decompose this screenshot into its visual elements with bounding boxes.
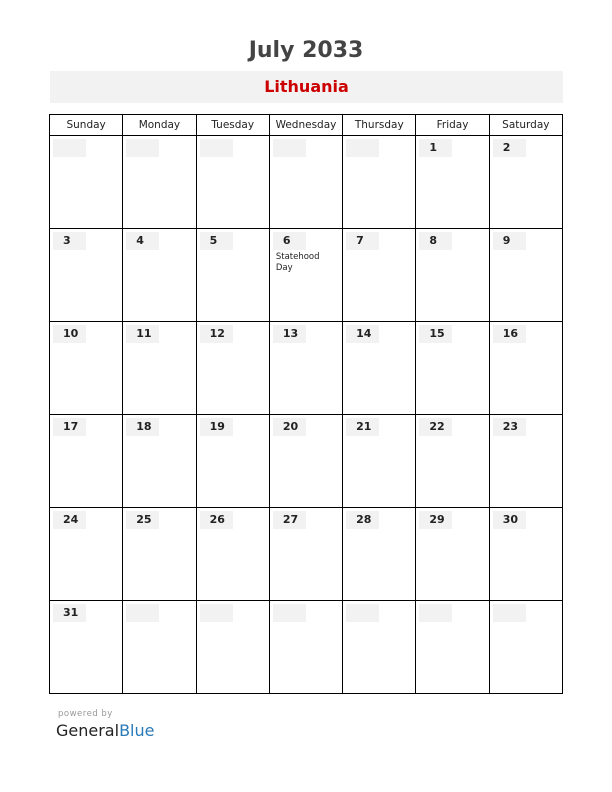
day-number: 24 xyxy=(53,511,86,529)
day-cell xyxy=(343,415,416,508)
brand-logo xyxy=(56,721,154,740)
day-cell xyxy=(123,601,196,694)
day-cell xyxy=(343,508,416,601)
day-number: 20 xyxy=(273,418,306,436)
day-number: 13 xyxy=(273,325,306,343)
day-number xyxy=(200,139,233,157)
day-number xyxy=(273,604,306,622)
weekday-header: Monday xyxy=(123,115,196,136)
day-number: 9 xyxy=(493,232,526,250)
day-number: 2 xyxy=(493,139,526,157)
day-number: 1 xyxy=(419,139,452,157)
day-cell xyxy=(123,229,196,322)
day-number: 26 xyxy=(200,511,233,529)
day-number xyxy=(126,604,159,622)
country-banner xyxy=(50,71,563,103)
day-cell xyxy=(343,229,416,322)
day-number: 23 xyxy=(493,418,526,436)
day-cell xyxy=(489,601,562,694)
day-cell xyxy=(489,508,562,601)
day-number: 22 xyxy=(419,418,452,436)
day-cell xyxy=(269,229,342,322)
weekday-header: Wednesday xyxy=(269,115,342,136)
day-number: 8 xyxy=(419,232,452,250)
day-cell xyxy=(269,136,342,229)
day-number: 28 xyxy=(346,511,379,529)
day-number: 15 xyxy=(419,325,452,343)
day-cell xyxy=(196,415,269,508)
day-cell xyxy=(416,229,489,322)
day-number: 27 xyxy=(273,511,306,529)
calendar-grid xyxy=(49,114,563,694)
day-number: 14 xyxy=(346,325,379,343)
week-row xyxy=(50,229,563,322)
day-number: 30 xyxy=(493,511,526,529)
day-cell xyxy=(123,415,196,508)
weekday-header: Thursday xyxy=(343,115,416,136)
day-number: 12 xyxy=(200,325,233,343)
day-cell xyxy=(489,229,562,322)
day-number xyxy=(126,139,159,157)
day-number: 10 xyxy=(53,325,86,343)
day-number: 31 xyxy=(53,604,86,622)
day-number: 7 xyxy=(346,232,379,250)
day-cell xyxy=(343,322,416,415)
day-number: 4 xyxy=(126,232,159,250)
day-number xyxy=(419,604,452,622)
day-cell xyxy=(343,136,416,229)
weekday-header: Friday xyxy=(416,115,489,136)
country-name: Lithuania xyxy=(264,77,349,96)
weekday-header: Saturday xyxy=(489,115,562,136)
week-row xyxy=(50,415,563,508)
day-cell xyxy=(123,322,196,415)
week-row xyxy=(50,322,563,415)
day-cell xyxy=(416,415,489,508)
day-cell xyxy=(416,136,489,229)
day-cell xyxy=(196,229,269,322)
day-number: 18 xyxy=(126,418,159,436)
day-cell xyxy=(196,508,269,601)
week-row xyxy=(50,508,563,601)
day-number xyxy=(53,139,86,157)
day-cell xyxy=(416,508,489,601)
day-cell xyxy=(50,508,123,601)
day-cell xyxy=(50,136,123,229)
day-number xyxy=(200,604,233,622)
day-number: 29 xyxy=(419,511,452,529)
day-cell xyxy=(123,508,196,601)
day-number: 3 xyxy=(53,232,86,250)
day-cell xyxy=(416,322,489,415)
footer-branding xyxy=(56,709,154,740)
day-number: 25 xyxy=(126,511,159,529)
day-cell xyxy=(489,415,562,508)
day-cell xyxy=(196,322,269,415)
day-number xyxy=(493,604,526,622)
weekday-header: Tuesday xyxy=(196,115,269,136)
day-cell xyxy=(489,136,562,229)
day-cell xyxy=(269,322,342,415)
week-row xyxy=(50,601,563,694)
day-cell xyxy=(123,136,196,229)
day-cell xyxy=(269,508,342,601)
day-number: 21 xyxy=(346,418,379,436)
powered-by-text: powered by xyxy=(58,709,113,719)
day-number: 19 xyxy=(200,418,233,436)
holiday-label: Statehood Day xyxy=(275,252,320,273)
day-cell xyxy=(269,415,342,508)
day-cell xyxy=(50,229,123,322)
weekday-header: Sunday xyxy=(50,115,123,136)
brand-blue: Blue xyxy=(119,721,155,740)
day-number: 5 xyxy=(200,232,233,250)
day-number xyxy=(346,139,379,157)
page-title: July 2033 xyxy=(248,38,364,63)
day-number: 17 xyxy=(53,418,86,436)
day-cell xyxy=(196,136,269,229)
day-number xyxy=(346,604,379,622)
day-cell xyxy=(343,601,416,694)
day-cell xyxy=(50,322,123,415)
day-cell xyxy=(489,322,562,415)
day-number: 11 xyxy=(126,325,159,343)
brand-general: General xyxy=(56,721,120,740)
day-cell xyxy=(50,415,123,508)
day-cell xyxy=(50,601,123,694)
day-number: 16 xyxy=(493,325,526,343)
day-cell xyxy=(416,601,489,694)
day-number: 6 xyxy=(273,232,306,250)
weekday-header-row xyxy=(50,115,563,136)
week-row xyxy=(50,136,563,229)
day-number xyxy=(273,139,306,157)
day-cell xyxy=(269,601,342,694)
day-cell xyxy=(196,601,269,694)
